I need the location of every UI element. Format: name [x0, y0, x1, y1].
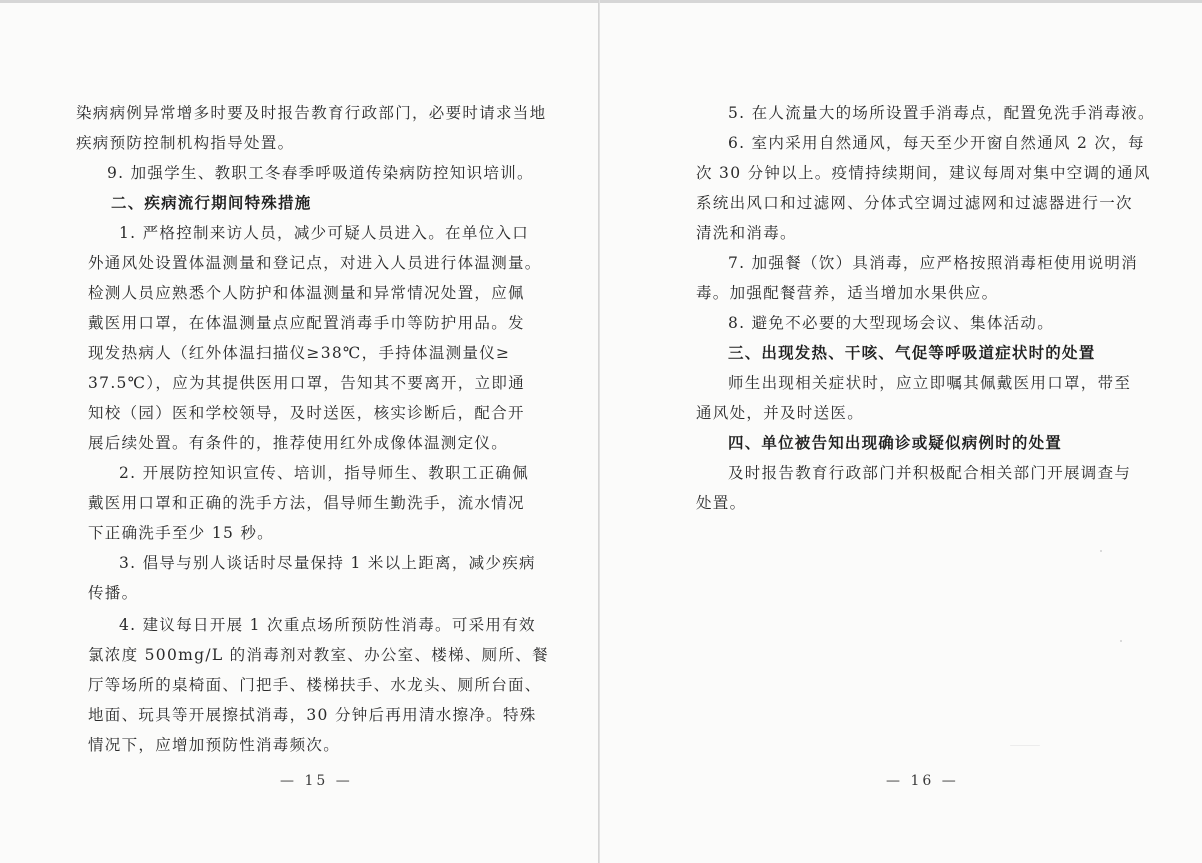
left-line-21: 地面、玩具等开展擦拭消毒，30 分钟后再用清水擦净。特殊	[88, 706, 537, 724]
scan-speck	[1100, 550, 1102, 552]
left-line-17: 传播。	[88, 584, 139, 602]
section-heading-4: 四、单位被告知出现确诊或疑似病例时的处置	[728, 434, 1063, 452]
right-line-10: 师生出现相关症状时，应立即嘱其佩戴医用口罩，带至	[728, 374, 1132, 392]
left-line-11: 知校（园）医和学校领导，及时送医，核实诊断后，配合开	[88, 404, 525, 422]
section-heading-3: 三、出现发热、干咳、气促等呼吸道症状时的处置	[728, 344, 1096, 362]
right-item-8: 8. 避免不必要的大型现场会议、集体活动。	[728, 314, 1055, 332]
scan-speck	[1120, 640, 1122, 642]
right-item-7: 7. 加强餐（饮）具消毒，应严格按照消毒柜使用说明消	[728, 254, 1139, 272]
right-line-4: 系统出风口和过滤网、分体式空调过滤网和过滤器进行一次	[696, 194, 1133, 212]
left-line-22: 情况下，应增加预防性消毒频次。	[88, 736, 341, 754]
right-line-7: 毒。加强配餐营养，适当增加水果供应。	[696, 284, 999, 302]
left-line-10: 37.5℃），应为其提供医用口罩，告知其不要离开，立即通	[88, 374, 526, 392]
left-line-9: 现发热病人（红外体温扫描仪≥38℃，手持体温测量仪≥	[88, 344, 511, 362]
left-line-2: 疾病预防控制机构指导处置。	[76, 134, 295, 152]
page-number-15: — 15 —	[280, 773, 353, 789]
section-heading-2: 二、疾病流行期间特殊措施	[111, 194, 312, 212]
left-line-6: 外通风处设置体温测量和登记点，对进入人员进行体温测量。	[88, 254, 542, 272]
right-line-11: 通风处，并及时送医。	[696, 404, 865, 422]
left-line-12: 展后续处置。有条件的，推荐使用红外成像体温测定仪。	[88, 434, 509, 452]
right-line-14: 处置。	[696, 494, 747, 512]
left-line-1: 染病病例异常增多时要及时报告教育行政部门，必要时请求当地	[76, 104, 547, 122]
right-item-6: 6. 室内采用自然通风，每天至少开窗自然通风 2 次，每	[728, 134, 1145, 152]
left-item-1: 1. 严格控制来访人员，减少可疑人员进入。在单位入口	[119, 224, 530, 242]
left-line-20: 厅等场所的桌椅面、门把手、楼梯扶手、水龙头、厕所台面、	[88, 676, 542, 694]
scan-speck	[1010, 745, 1040, 746]
left-item-9: 9. 加强学生、教职工冬春季呼吸道传染病防控知识培训。	[107, 164, 534, 182]
left-item-4: 4. 建议每日开展 1 次重点场所预防性消毒。可采用有效	[119, 616, 536, 634]
left-item-3: 3. 倡导与别人谈话时尽量保持 1 米以上距离，减少疾病	[119, 554, 536, 572]
page-number-16: — 16 —	[886, 773, 959, 789]
right-page	[600, 0, 1202, 863]
left-line-19: 氯浓度 500mg/L 的消毒剂对教室、办公室、楼梯、厕所、餐	[88, 646, 549, 664]
right-line-3: 次 30 分钟以上。疫情持续期间，建议每周对集中空调的通风	[696, 164, 1151, 182]
right-item-5: 5. 在人流量大的场所设置手消毒点，配置免洗手消毒液。	[728, 104, 1155, 122]
left-line-7: 检测人员应熟悉个人防护和体温测量和异常情况处置，应佩	[88, 284, 525, 302]
left-page	[0, 0, 598, 863]
left-line-15: 下正确洗手至少 15 秒。	[88, 524, 274, 542]
right-line-13: 及时报告教育行政部门并积极配合相关部门开展调查与	[728, 464, 1132, 482]
left-line-14: 戴医用口罩和正确的洗手方法，倡导师生勤洗手，流水情况	[88, 494, 525, 512]
left-line-8: 戴医用口罩，在体温测量点应配置消毒手巾等防护用品。发	[88, 314, 525, 332]
right-line-5: 清洗和消毒。	[696, 224, 797, 242]
left-item-2: 2. 开展防控知识宣传、培训，指导师生、教职工正确佩	[119, 464, 530, 482]
